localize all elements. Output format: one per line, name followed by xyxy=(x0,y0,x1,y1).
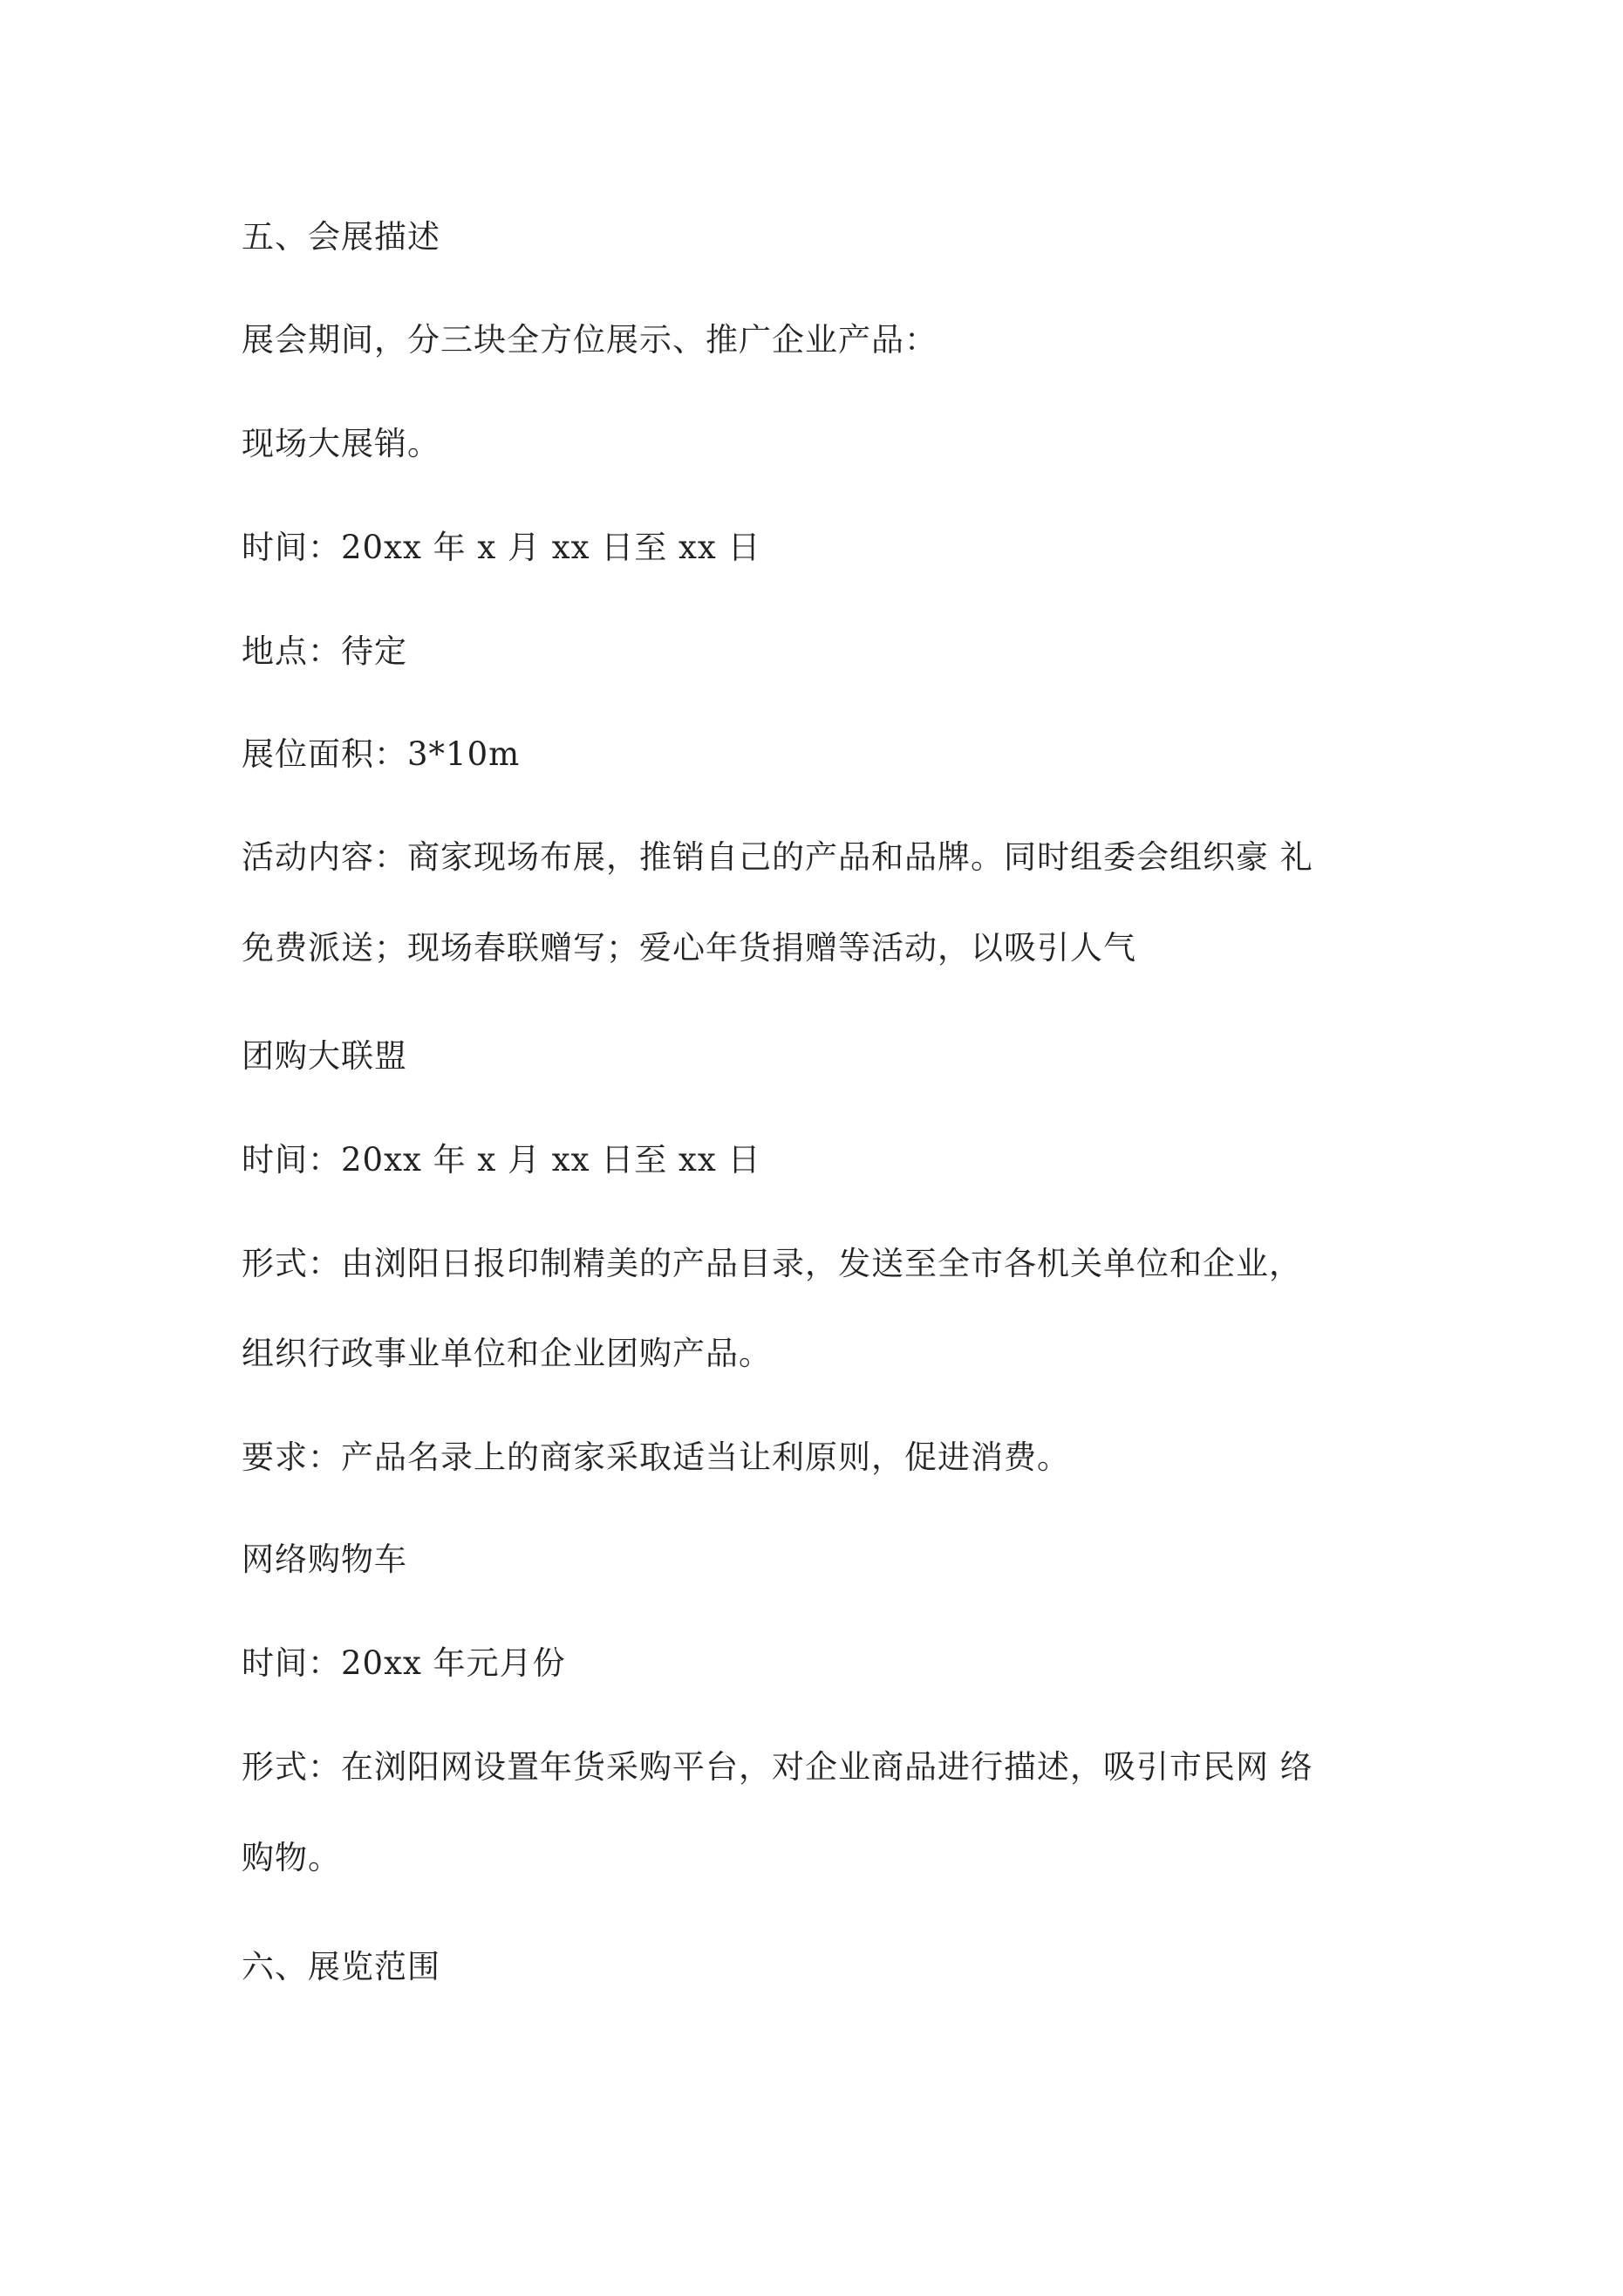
onsite-sale-time: 时间：20xx 年 x 月 xx 日至 xx 日 xyxy=(242,529,761,566)
group-buying-format-line-1: 形式：由浏阳日报印制精美的产品目录，发送至全市各机关单位和企业， xyxy=(242,1245,1302,1282)
group-buying-time: 时间：20xx 年 x 月 xx 日至 xx 日 xyxy=(242,1141,761,1179)
subheading-group-buying: 团购大联盟 xyxy=(242,1037,407,1075)
online-cart-format-line-2: 购物。 xyxy=(242,1839,341,1876)
onsite-sale-location: 地点：待定 xyxy=(242,632,407,670)
onsite-sale-booth-area: 展位面积：3*10m xyxy=(242,735,521,773)
section-heading-exhibition-scope: 六、展览范围 xyxy=(242,1948,440,1985)
onsite-sale-activity-line-2: 免费派送；现场春联赠写；爱心年货捐赠等活动，以吸引人气 xyxy=(242,929,1136,967)
onsite-sale-activity-line-1: 活动内容：商家现场布展，推销自己的产品和品牌。同时组委会组织豪 礼 xyxy=(242,838,1313,876)
subheading-onsite-sale: 现场大展销。 xyxy=(242,425,440,462)
group-buying-requirement: 要求：产品名录上的商家采取适当让利原则，促进消费。 xyxy=(242,1438,1070,1476)
group-buying-format-line-2: 组织行政事业单位和企业团购产品。 xyxy=(242,1335,772,1372)
online-cart-time: 时间：20xx 年元月份 xyxy=(242,1644,566,1682)
subheading-online-cart: 网络购物车 xyxy=(242,1541,407,1578)
section-heading-exhibition-description: 五、会展描述 xyxy=(242,218,440,256)
online-cart-format-line-1: 形式：在浏阳网设置年货采购平台，对企业商品进行描述，吸引市民网 络 xyxy=(242,1748,1313,1786)
paragraph-intro: 展会期间，分三块全方位展示、推广企业产品： xyxy=(242,321,938,359)
